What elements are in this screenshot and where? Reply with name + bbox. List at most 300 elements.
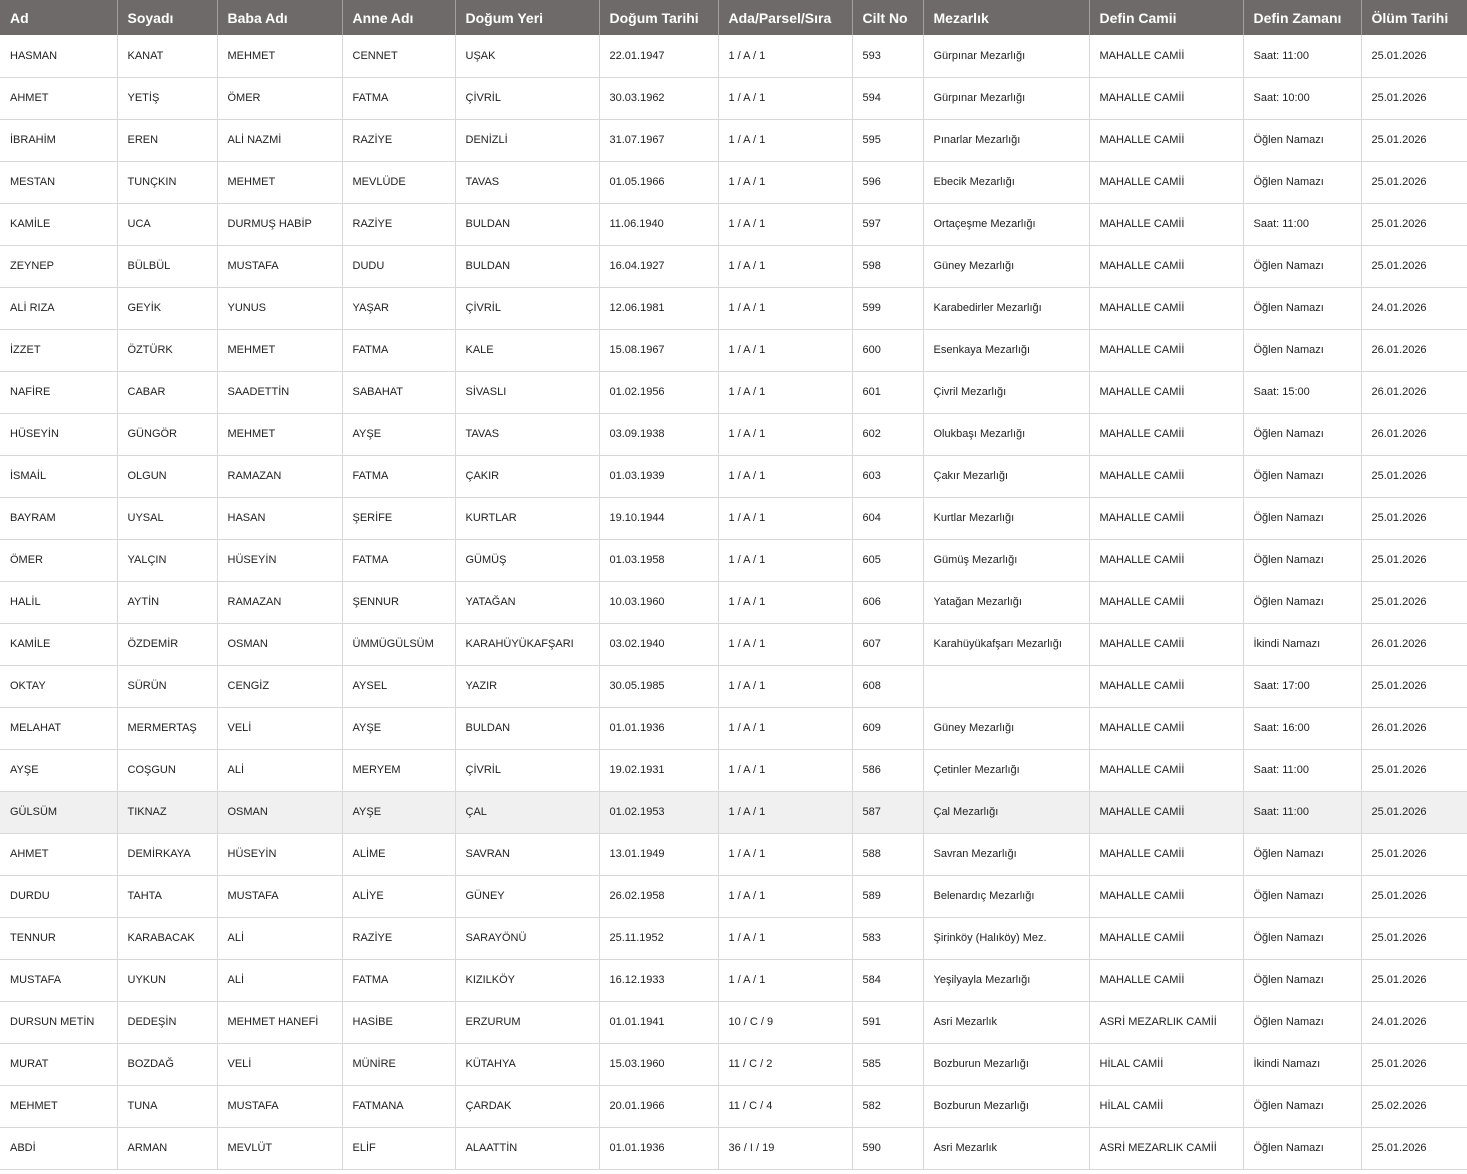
col-header-ada-parsel-sira[interactable]: Ada/Parsel/Sıra: [718, 0, 852, 35]
cell-cilt-no: 590: [852, 1127, 923, 1169]
cell-dogum-tarihi: 19.02.1931: [599, 749, 718, 791]
cell-defin-zamani: Öğlen Namazı: [1243, 287, 1361, 329]
cell-mezarlik: Şirinköy (Halıköy) Mez.: [923, 917, 1089, 959]
cell-baba-adi: MUSTAFA: [217, 875, 342, 917]
cell-defin-zamani: Saat: 16:00: [1243, 707, 1361, 749]
cell-defin-zamani: Saat: 17:00: [1243, 665, 1361, 707]
cell-soyadi: ARMAN: [117, 1127, 217, 1169]
cell-soyadi: TUNA: [117, 1085, 217, 1127]
cell-dogum-yeri: BULDAN: [455, 245, 599, 287]
cell-baba-adi: HÜSEYİN: [217, 539, 342, 581]
cell-cilt-no: 584: [852, 959, 923, 1001]
cell-mezarlik: Yeşilyayla Mezarlığı: [923, 959, 1089, 1001]
cell-soyadi: TIKNAZ: [117, 791, 217, 833]
table-row[interactable]: [0, 1043, 1467, 1085]
cell-mezarlik: Karabedirler Mezarlığı: [923, 287, 1089, 329]
cell-mezarlik: Güney Mezarlığı: [923, 245, 1089, 287]
cell-ada-parsel-sira: 36 / I / 19: [718, 1127, 852, 1169]
cell-ada-parsel-sira: 1 / A / 1: [718, 581, 852, 623]
cell-dogum-yeri: KALE: [455, 329, 599, 371]
table-row[interactable]: [0, 413, 1467, 455]
cell-mezarlik: Gürpınar Mezarlığı: [923, 77, 1089, 119]
cell-mezarlik: Kurtlar Mezarlığı: [923, 497, 1089, 539]
table-row[interactable]: [0, 1001, 1467, 1043]
cell-defin-zamani: Öğlen Namazı: [1243, 413, 1361, 455]
cell-cilt-no: 602: [852, 413, 923, 455]
cell-anne-adi: AYŞE: [342, 707, 455, 749]
cell-olum-tarihi: 25.01.2026: [1361, 203, 1467, 245]
cell-defin-zamani: Saat: 10:00: [1243, 77, 1361, 119]
cell-defin-camii: MAHALLE CAMİİ: [1089, 539, 1243, 581]
table-row[interactable]: [0, 1085, 1467, 1127]
cell-ad: DURDU: [0, 875, 117, 917]
cell-ad: TENNUR: [0, 917, 117, 959]
table-row[interactable]: [0, 707, 1467, 749]
cell-soyadi: GEYİK: [117, 287, 217, 329]
cell-ada-parsel-sira: 11 / C / 2: [718, 1043, 852, 1085]
cell-mezarlik: Pınarlar Mezarlığı: [923, 119, 1089, 161]
cell-dogum-yeri: KIZILKÖY: [455, 959, 599, 1001]
cell-ada-parsel-sira: 1 / A / 1: [718, 749, 852, 791]
cell-defin-camii: MAHALLE CAMİİ: [1089, 959, 1243, 1001]
cell-dogum-tarihi: 12.06.1981: [599, 287, 718, 329]
cell-olum-tarihi: 25.02.2026: [1361, 1085, 1467, 1127]
cell-mezarlik: Asri Mezarlık: [923, 1127, 1089, 1169]
cell-dogum-tarihi: 10.03.1960: [599, 581, 718, 623]
cell-dogum-tarihi: 15.03.1960: [599, 1043, 718, 1085]
header-row: [0, 0, 1467, 35]
cell-soyadi: COŞGUN: [117, 749, 217, 791]
cell-ad: DURSUN METİN: [0, 1001, 117, 1043]
cell-baba-adi: OSMAN: [217, 791, 342, 833]
cell-dogum-tarihi: 01.02.1953: [599, 791, 718, 833]
table-row[interactable]: [0, 371, 1467, 413]
cell-ada-parsel-sira: 1 / A / 1: [718, 455, 852, 497]
cell-defin-zamani: Öğlen Namazı: [1243, 455, 1361, 497]
table-row[interactable]: [0, 833, 1467, 875]
cell-dogum-tarihi: 01.03.1958: [599, 539, 718, 581]
cell-cilt-no: 583: [852, 917, 923, 959]
cell-ada-parsel-sira: 1 / A / 1: [718, 665, 852, 707]
cell-dogum-yeri: SARAYÖNÜ: [455, 917, 599, 959]
cell-ada-parsel-sira: 1 / A / 1: [718, 371, 852, 413]
cell-defin-zamani: Saat: 11:00: [1243, 749, 1361, 791]
cell-ada-parsel-sira: 1 / A / 1: [718, 119, 852, 161]
cell-baba-adi: RAMAZAN: [217, 455, 342, 497]
cell-ad: KAMİLE: [0, 203, 117, 245]
table-row[interactable]: [0, 203, 1467, 245]
cell-dogum-yeri: TAVAS: [455, 413, 599, 455]
cell-soyadi: SÜRÜN: [117, 665, 217, 707]
col-header-defin-zamani[interactable]: Defin Zamanı: [1243, 0, 1361, 35]
cell-mezarlik: Ebecik Mezarlığı: [923, 161, 1089, 203]
cell-baba-adi: MEVLÜT: [217, 1127, 342, 1169]
cell-cilt-no: 601: [852, 371, 923, 413]
cell-defin-zamani: Öğlen Namazı: [1243, 1001, 1361, 1043]
col-header-mezarlik[interactable]: Mezarlık: [923, 0, 1089, 35]
cell-anne-adi: ALİME: [342, 833, 455, 875]
cell-dogum-yeri: ERZURUM: [455, 1001, 599, 1043]
cell-baba-adi: CENGİZ: [217, 665, 342, 707]
cell-ad: MEHMET: [0, 1085, 117, 1127]
cell-ada-parsel-sira: 1 / A / 1: [718, 287, 852, 329]
cell-defin-zamani: Öğlen Namazı: [1243, 1085, 1361, 1127]
cell-anne-adi: RAZİYE: [342, 119, 455, 161]
cell-ada-parsel-sira: 1 / A / 1: [718, 539, 852, 581]
cell-dogum-tarihi: 31.07.1967: [599, 119, 718, 161]
col-header-anne-adi[interactable]: Anne Adı: [342, 0, 455, 35]
cell-anne-adi: ŞENNUR: [342, 581, 455, 623]
cell-cilt-no: 591: [852, 1001, 923, 1043]
cell-defin-zamani: Öğlen Namazı: [1243, 581, 1361, 623]
cell-baba-adi: RAMAZAN: [217, 581, 342, 623]
cell-cilt-no: 605: [852, 539, 923, 581]
table-header: [0, 0, 1467, 35]
cell-dogum-tarihi: 19.10.1944: [599, 497, 718, 539]
cell-defin-camii: MAHALLE CAMİİ: [1089, 77, 1243, 119]
cell-defin-camii: MAHALLE CAMİİ: [1089, 35, 1243, 77]
cell-defin-zamani: Saat: 11:00: [1243, 203, 1361, 245]
cell-ad: KAMİLE: [0, 623, 117, 665]
cell-olum-tarihi: 25.01.2026: [1361, 539, 1467, 581]
cell-cilt-no: 609: [852, 707, 923, 749]
cell-dogum-yeri: UŞAK: [455, 35, 599, 77]
cell-olum-tarihi: 25.01.2026: [1361, 77, 1467, 119]
cell-defin-camii: MAHALLE CAMİİ: [1089, 161, 1243, 203]
cell-cilt-no: 589: [852, 875, 923, 917]
cell-dogum-yeri: ALAATTİN: [455, 1127, 599, 1169]
cell-ad: GÜLSÜM: [0, 791, 117, 833]
cell-olum-tarihi: 26.01.2026: [1361, 623, 1467, 665]
cell-baba-adi: ALİ: [217, 959, 342, 1001]
table-row[interactable]: [0, 749, 1467, 791]
cell-dogum-tarihi: 01.01.1936: [599, 1127, 718, 1169]
cell-dogum-yeri: ÇAL: [455, 791, 599, 833]
table-row[interactable]: [0, 77, 1467, 119]
table-row[interactable]: [0, 959, 1467, 1001]
table-row[interactable]: [0, 35, 1467, 77]
cell-baba-adi: VELİ: [217, 707, 342, 749]
cell-dogum-tarihi: 30.05.1985: [599, 665, 718, 707]
cell-cilt-no: 582: [852, 1085, 923, 1127]
cell-dogum-tarihi: 15.08.1967: [599, 329, 718, 371]
cell-ada-parsel-sira: 1 / A / 1: [718, 623, 852, 665]
cell-cilt-no: 600: [852, 329, 923, 371]
cell-soyadi: KARABACAK: [117, 917, 217, 959]
cell-anne-adi: RAZİYE: [342, 203, 455, 245]
cell-soyadi: UYKUN: [117, 959, 217, 1001]
cell-mezarlik: Savran Mezarlığı: [923, 833, 1089, 875]
cell-olum-tarihi: 25.01.2026: [1361, 497, 1467, 539]
cell-soyadi: CABAR: [117, 371, 217, 413]
cell-defin-zamani: Öğlen Namazı: [1243, 917, 1361, 959]
cell-anne-adi: FATMA: [342, 959, 455, 1001]
cell-defin-zamani: Öğlen Namazı: [1243, 497, 1361, 539]
cell-ada-parsel-sira: 1 / A / 1: [718, 413, 852, 455]
cell-soyadi: KANAT: [117, 35, 217, 77]
cell-olum-tarihi: 24.01.2026: [1361, 287, 1467, 329]
cell-dogum-yeri: ÇİVRİL: [455, 77, 599, 119]
cell-dogum-yeri: GÜMÜŞ: [455, 539, 599, 581]
cell-cilt-no: 603: [852, 455, 923, 497]
cell-ad: AYŞE: [0, 749, 117, 791]
cell-mezarlik: Güney Mezarlığı: [923, 707, 1089, 749]
cell-defin-camii: MAHALLE CAMİİ: [1089, 203, 1243, 245]
col-header-olum-tarihi[interactable]: Ölüm Tarihi: [1371, 9, 1449, 26]
table-row[interactable]: [0, 875, 1467, 917]
cell-anne-adi: DUDU: [342, 245, 455, 287]
cell-ada-parsel-sira: 11 / C / 4: [718, 1085, 852, 1127]
cell-dogum-tarihi: 25.11.1952: [599, 917, 718, 959]
cell-dogum-yeri: BULDAN: [455, 707, 599, 749]
cell-baba-adi: OSMAN: [217, 623, 342, 665]
cell-dogum-tarihi: 01.01.1941: [599, 1001, 718, 1043]
cell-ad: MESTAN: [0, 161, 117, 203]
cell-ad: ÖMER: [0, 539, 117, 581]
cell-soyadi: YETİŞ: [117, 77, 217, 119]
cell-ad: MUSTAFA: [0, 959, 117, 1001]
cell-anne-adi: FATMA: [342, 539, 455, 581]
cell-ad: ABDİ: [0, 1127, 117, 1169]
cell-dogum-yeri: GÜNEY: [455, 875, 599, 917]
cell-anne-adi: FATMANA: [342, 1085, 455, 1127]
cell-soyadi: OLGUN: [117, 455, 217, 497]
cell-cilt-no: 604: [852, 497, 923, 539]
cell-cilt-no: 588: [852, 833, 923, 875]
col-header-dogum-yeri[interactable]: Doğum Yeri: [455, 0, 599, 35]
cell-cilt-no: 607: [852, 623, 923, 665]
cell-baba-adi: ALİ: [217, 917, 342, 959]
cell-anne-adi: SABAHAT: [342, 371, 455, 413]
cell-cilt-no: 598: [852, 245, 923, 287]
cell-defin-camii: MAHALLE CAMİİ: [1089, 497, 1243, 539]
cell-dogum-tarihi: 16.12.1933: [599, 959, 718, 1001]
cell-dogum-yeri: TAVAS: [455, 161, 599, 203]
cell-ad: NAFİRE: [0, 371, 117, 413]
cell-anne-adi: ALİYE: [342, 875, 455, 917]
cell-mezarlik: Esenkaya Mezarlığı: [923, 329, 1089, 371]
cell-baba-adi: ALİ NAZMİ: [217, 119, 342, 161]
cell-baba-adi: YUNUS: [217, 287, 342, 329]
cell-ad: MURAT: [0, 1043, 117, 1085]
cell-soyadi: EREN: [117, 119, 217, 161]
cell-anne-adi: FATMA: [342, 77, 455, 119]
cell-anne-adi: MEVLÜDE: [342, 161, 455, 203]
cell-dogum-tarihi: 22.01.1947: [599, 35, 718, 77]
cell-soyadi: YALÇIN: [117, 539, 217, 581]
cell-dogum-tarihi: 01.03.1939: [599, 455, 718, 497]
cell-dogum-yeri: KÜTAHYA: [455, 1043, 599, 1085]
cell-baba-adi: MUSTAFA: [217, 1085, 342, 1127]
cell-dogum-yeri: BULDAN: [455, 203, 599, 245]
cell-cilt-no: 606: [852, 581, 923, 623]
table-row[interactable]: [0, 455, 1467, 497]
cell-baba-adi: ÖMER: [217, 77, 342, 119]
table-row[interactable]: [0, 1127, 1467, 1169]
cell-olum-tarihi: 25.01.2026: [1361, 665, 1467, 707]
cell-soyadi: BÜLBÜL: [117, 245, 217, 287]
col-header-defin-camii[interactable]: Defin Camii: [1089, 0, 1243, 35]
cell-anne-adi: ÜMMÜGÜLSÜM: [342, 623, 455, 665]
cell-mezarlik: Karahüyükafşarı Mezarlığı: [923, 623, 1089, 665]
cell-defin-zamani: Öğlen Namazı: [1243, 161, 1361, 203]
cell-ad: HÜSEYİN: [0, 413, 117, 455]
cell-dogum-yeri: ÇİVRİL: [455, 287, 599, 329]
table-row[interactable]: [0, 161, 1467, 203]
cell-soyadi: TAHTA: [117, 875, 217, 917]
cell-ad: AHMET: [0, 833, 117, 875]
cell-baba-adi: MEHMET: [217, 329, 342, 371]
cell-mezarlik: Gürpınar Mezarlığı: [923, 35, 1089, 77]
cell-mezarlik: Çal Mezarlığı: [923, 791, 1089, 833]
cell-cilt-no: 585: [852, 1043, 923, 1085]
cell-ad: OKTAY: [0, 665, 117, 707]
cell-mezarlik: Asri Mezarlık: [923, 1001, 1089, 1043]
cell-soyadi: GÜNGÖR: [117, 413, 217, 455]
cell-mezarlik: Yatağan Mezarlığı: [923, 581, 1089, 623]
cell-anne-adi: AYŞE: [342, 791, 455, 833]
table-row[interactable]: [0, 287, 1467, 329]
cell-baba-adi: MUSTAFA: [217, 245, 342, 287]
col-header-soyadi[interactable]: Soyadı: [117, 0, 217, 35]
cell-dogum-yeri: DENİZLİ: [455, 119, 599, 161]
table-row[interactable]: [0, 791, 1467, 833]
cell-anne-adi: AYSEL: [342, 665, 455, 707]
cell-mezarlik: Gümüş Mezarlığı: [923, 539, 1089, 581]
cell-defin-zamani: Saat: 11:00: [1243, 791, 1361, 833]
cell-anne-adi: HASİBE: [342, 1001, 455, 1043]
cell-mezarlik: Belenardıç Mezarlığı: [923, 875, 1089, 917]
cell-olum-tarihi: 26.01.2026: [1361, 707, 1467, 749]
cell-defin-camii: MAHALLE CAMİİ: [1089, 581, 1243, 623]
cell-ad: HASMAN: [0, 35, 117, 77]
cell-mezarlik: [923, 665, 1089, 707]
table-row[interactable]: [0, 245, 1467, 287]
cell-defin-camii: MAHALLE CAMİİ: [1089, 455, 1243, 497]
cell-soyadi: BOZDAĞ: [117, 1043, 217, 1085]
cell-anne-adi: FATMA: [342, 455, 455, 497]
cell-defin-zamani: Öğlen Namazı: [1243, 875, 1361, 917]
cell-ada-parsel-sira: 1 / A / 1: [718, 917, 852, 959]
cell-dogum-yeri: YAZIR: [455, 665, 599, 707]
cell-defin-zamani: Öğlen Namazı: [1243, 959, 1361, 1001]
cell-dogum-tarihi: 01.02.1956: [599, 371, 718, 413]
cell-baba-adi: MEHMET HANEFİ: [217, 1001, 342, 1043]
cell-baba-adi: SAADETTİN: [217, 371, 342, 413]
cell-ad: MELAHAT: [0, 707, 117, 749]
cell-defin-camii: MAHALLE CAMİİ: [1089, 329, 1243, 371]
cell-ada-parsel-sira: 1 / A / 1: [718, 959, 852, 1001]
cell-anne-adi: YAŞAR: [342, 287, 455, 329]
cell-dogum-yeri: SAVRAN: [455, 833, 599, 875]
cell-olum-tarihi: 26.01.2026: [1361, 371, 1467, 413]
cell-ad: İBRAHİM: [0, 119, 117, 161]
cell-defin-camii: MAHALLE CAMİİ: [1089, 833, 1243, 875]
cell-anne-adi: RAZİYE: [342, 917, 455, 959]
cell-defin-camii: MAHALLE CAMİİ: [1089, 665, 1243, 707]
cell-ada-parsel-sira: 1 / A / 1: [718, 329, 852, 371]
table-row[interactable]: [0, 581, 1467, 623]
table-row[interactable]: [0, 623, 1467, 665]
cell-anne-adi: CENNET: [342, 35, 455, 77]
cell-ada-parsel-sira: 1 / A / 1: [718, 497, 852, 539]
cell-dogum-tarihi: 11.06.1940: [599, 203, 718, 245]
col-header-dogum-tarihi[interactable]: Doğum Tarihi: [599, 0, 718, 35]
cell-olum-tarihi: 25.01.2026: [1361, 35, 1467, 77]
cell-olum-tarihi: 25.01.2026: [1361, 959, 1467, 1001]
cell-olum-tarihi: 25.01.2026: [1361, 119, 1467, 161]
cell-olum-tarihi: 25.01.2026: [1361, 581, 1467, 623]
cell-soyadi: UCA: [117, 203, 217, 245]
table-row[interactable]: [0, 329, 1467, 371]
cell-ada-parsel-sira: 10 / C / 9: [718, 1001, 852, 1043]
cell-baba-adi: HASAN: [217, 497, 342, 539]
cell-ad: ZEYNEP: [0, 245, 117, 287]
cell-cilt-no: 587: [852, 791, 923, 833]
cell-defin-zamani: Öğlen Namazı: [1243, 245, 1361, 287]
table-row[interactable]: [0, 665, 1467, 707]
cell-ada-parsel-sira: 1 / A / 1: [718, 203, 852, 245]
cell-baba-adi: MEHMET: [217, 413, 342, 455]
cell-cilt-no: 597: [852, 203, 923, 245]
cell-soyadi: UYSAL: [117, 497, 217, 539]
cell-ad: İSMAİL: [0, 455, 117, 497]
cell-soyadi: TUNÇKIN: [117, 161, 217, 203]
cell-cilt-no: 596: [852, 161, 923, 203]
cell-anne-adi: FATMA: [342, 329, 455, 371]
cell-baba-adi: ALİ: [217, 749, 342, 791]
cell-baba-adi: VELİ: [217, 1043, 342, 1085]
cell-defin-zamani: Öğlen Namazı: [1243, 329, 1361, 371]
cell-defin-camii: MAHALLE CAMİİ: [1089, 371, 1243, 413]
cell-dogum-yeri: KARAHÜYÜKAFŞARI: [455, 623, 599, 665]
cell-olum-tarihi: 25.01.2026: [1361, 833, 1467, 875]
cell-mezarlik: Bozburun Mezarlığı: [923, 1085, 1089, 1127]
cell-olum-tarihi: 25.01.2026: [1361, 791, 1467, 833]
cell-defin-camii: MAHALLE CAMİİ: [1089, 791, 1243, 833]
cell-defin-camii: HİLAL CAMİİ: [1089, 1085, 1243, 1127]
cell-defin-zamani: İkindi Namazı: [1243, 1043, 1361, 1085]
cell-dogum-tarihi: 13.01.1949: [599, 833, 718, 875]
cell-baba-adi: DURMUŞ HABİP: [217, 203, 342, 245]
cell-anne-adi: AYŞE: [342, 413, 455, 455]
cell-cilt-no: 593: [852, 35, 923, 77]
table-row[interactable]: [0, 497, 1467, 539]
cell-anne-adi: ELİF: [342, 1127, 455, 1169]
cell-baba-adi: MEHMET: [217, 161, 342, 203]
cell-olum-tarihi: 25.01.2026: [1361, 749, 1467, 791]
col-header-baba-adi[interactable]: Baba Adı: [217, 0, 342, 35]
col-header-ad[interactable]: Ad: [0, 0, 117, 35]
cell-dogum-yeri: ÇİVRİL: [455, 749, 599, 791]
cell-dogum-yeri: ÇAKIR: [455, 455, 599, 497]
cell-defin-camii: MAHALLE CAMİİ: [1089, 413, 1243, 455]
cell-soyadi: MERMERTAŞ: [117, 707, 217, 749]
cell-ada-parsel-sira: 1 / A / 1: [718, 791, 852, 833]
table-row[interactable]: [0, 917, 1467, 959]
cell-olum-tarihi: 25.01.2026: [1361, 245, 1467, 287]
table-row[interactable]: [0, 119, 1467, 161]
table-row[interactable]: [0, 539, 1467, 581]
cell-soyadi: DEMİRKAYA: [117, 833, 217, 875]
cell-dogum-yeri: SİVASLI: [455, 371, 599, 413]
cell-ada-parsel-sira: 1 / A / 1: [718, 707, 852, 749]
cell-defin-camii: MAHALLE CAMİİ: [1089, 245, 1243, 287]
cell-mezarlik: Çivril Mezarlığı: [923, 371, 1089, 413]
cell-mezarlik: Çetinler Mezarlığı: [923, 749, 1089, 791]
col-header-cilt-no[interactable]: Cilt No: [852, 0, 923, 35]
cell-cilt-no: 594: [852, 77, 923, 119]
